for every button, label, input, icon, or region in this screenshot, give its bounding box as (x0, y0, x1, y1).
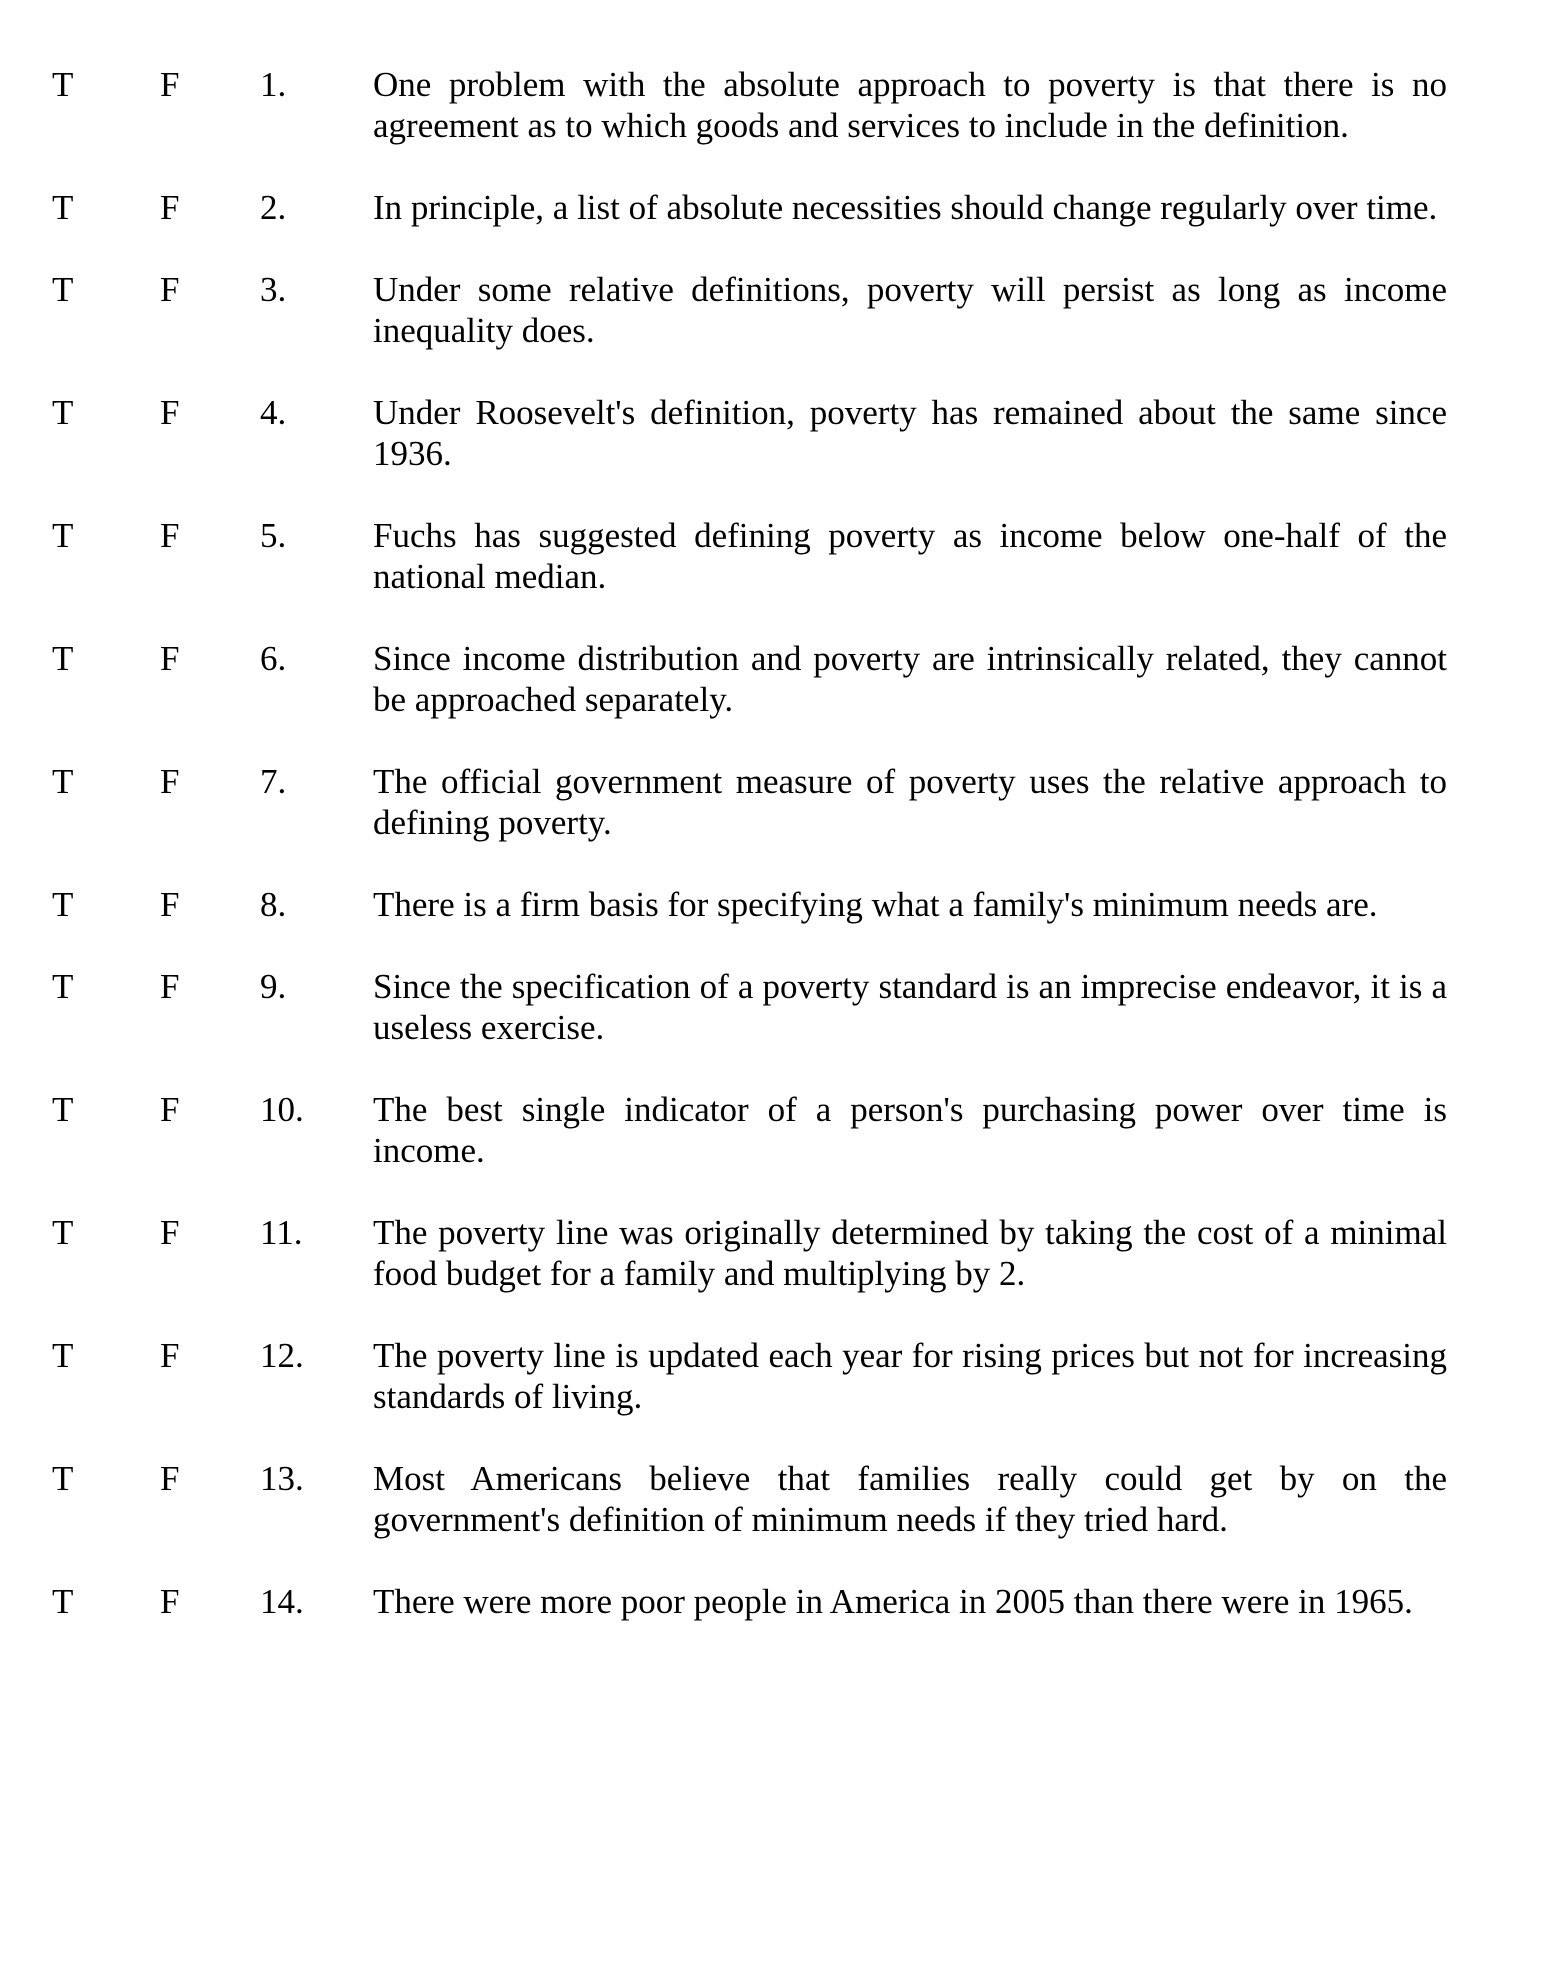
true-option[interactable]: T (52, 1090, 74, 1129)
true-option[interactable]: T (52, 270, 74, 309)
true-option[interactable]: T (52, 65, 74, 104)
question-row (52, 64, 1447, 146)
question-number: 11. (260, 1213, 303, 1252)
question-number: 4. (260, 393, 287, 432)
question-row (52, 187, 1447, 228)
true-option[interactable]: T (52, 1459, 74, 1498)
question-row (52, 1458, 1447, 1540)
question-text: Since the specification of a poverty standard is an imprecise endeavor, it is a useless exercise. (373, 967, 1447, 1047)
question-number: 2. (260, 188, 287, 227)
question-row (52, 884, 1447, 925)
question-number: 12. (260, 1336, 304, 1375)
question-number: 9. (260, 967, 287, 1006)
question-number: 6. (260, 639, 287, 678)
question-text: Under some relative definitions, poverty will persist as long as income inequality does. (373, 270, 1447, 350)
false-option[interactable]: F (160, 762, 180, 801)
question-row (52, 1581, 1447, 1622)
question-text: Since income distribution and poverty are intrinsically related, they cannot be approached separately. (373, 639, 1447, 719)
question-text: Under Roosevelt's definition, poverty has remained about the same since 1936. (373, 393, 1447, 473)
question-number: 5. (260, 516, 287, 555)
false-option[interactable]: F (160, 1582, 180, 1621)
true-option[interactable]: T (52, 393, 74, 432)
question-text: There is a firm basis for specifying what a family's minimum needs are. (373, 885, 1378, 924)
false-option[interactable]: F (160, 1213, 180, 1252)
question-text: The best single indicator of a person's purchasing power over time is income. (373, 1090, 1447, 1170)
question-row (52, 1212, 1447, 1294)
question-text: Most Americans believe that families really could get by on the government's definition of minimum needs if they tried hard. (373, 1459, 1447, 1539)
question-number: 7. (260, 762, 287, 801)
question-row (52, 269, 1447, 351)
question-row (52, 515, 1447, 597)
false-option[interactable]: F (160, 885, 180, 924)
question-number: 14. (260, 1582, 304, 1621)
question-text: The poverty line is updated each year for rising prices but not for increasing standards of living. (373, 1336, 1447, 1416)
true-option[interactable]: T (52, 885, 74, 924)
false-option[interactable]: F (160, 1090, 180, 1129)
false-option[interactable]: F (160, 967, 180, 1006)
false-option[interactable]: F (160, 639, 180, 678)
true-option[interactable]: T (52, 967, 74, 1006)
false-option[interactable]: F (160, 393, 180, 432)
false-option[interactable]: F (160, 188, 180, 227)
true-false-quiz (52, 64, 1447, 1622)
question-row (52, 1335, 1447, 1417)
true-option[interactable]: T (52, 1213, 74, 1252)
false-option[interactable]: F (160, 1459, 180, 1498)
question-text: The poverty line was originally determined by taking the cost of a minimal food budget for a family and multiplying by 2. (373, 1213, 1447, 1293)
true-option[interactable]: T (52, 1336, 74, 1375)
question-number: 13. (260, 1459, 304, 1498)
question-text: In principle, a list of absolute necessities should change regularly over time. (373, 188, 1438, 227)
question-text: One problem with the absolute approach to poverty is that there is no agreement as to which goods and services to include in the definition. (373, 65, 1447, 145)
question-number: 10. (260, 1090, 304, 1129)
true-option[interactable]: T (52, 516, 74, 555)
question-row (52, 966, 1447, 1048)
false-option[interactable]: F (160, 270, 180, 309)
question-number: 1. (260, 65, 287, 104)
question-row (52, 1089, 1447, 1171)
false-option[interactable]: F (160, 516, 180, 555)
question-row (52, 392, 1447, 474)
false-option[interactable]: F (160, 1336, 180, 1375)
false-option[interactable]: F (160, 65, 180, 104)
true-option[interactable]: T (52, 188, 74, 227)
question-text: Fuchs has suggested defining poverty as income below one-half of the national median. (373, 516, 1447, 596)
question-text: The official government measure of poverty uses the relative approach to defining poverty. (373, 762, 1447, 842)
question-row (52, 638, 1447, 720)
true-option[interactable]: T (52, 762, 74, 801)
question-text: There were more poor people in America in 2005 than there were in 1965. (373, 1582, 1413, 1621)
question-number: 8. (260, 885, 287, 924)
question-number: 3. (260, 270, 287, 309)
true-option[interactable]: T (52, 1582, 74, 1621)
true-option[interactable]: T (52, 639, 74, 678)
question-row (52, 761, 1447, 843)
